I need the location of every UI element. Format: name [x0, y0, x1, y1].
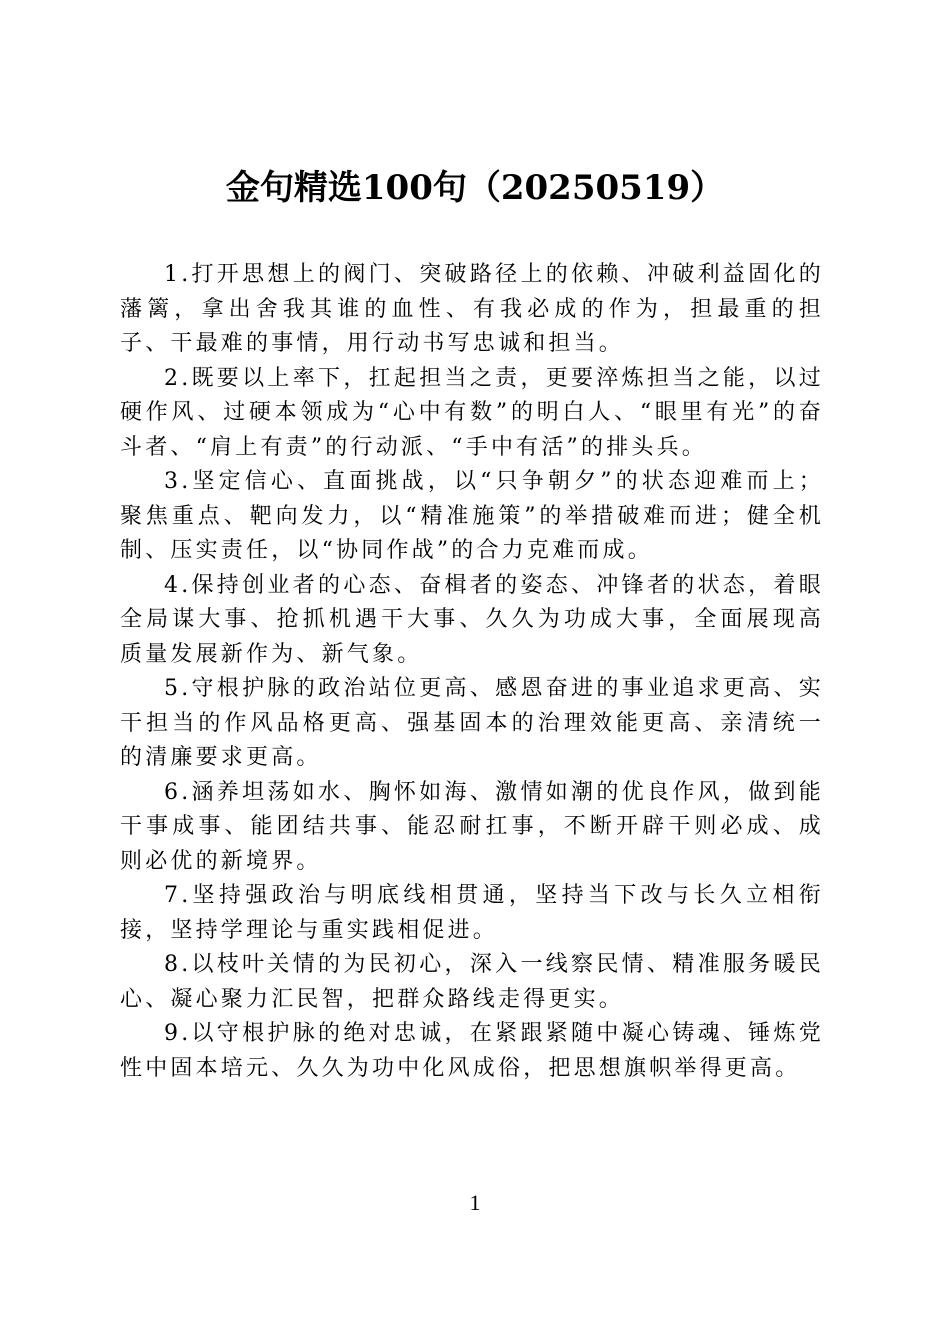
page-number: 1 — [469, 1190, 481, 1215]
quote-item: 4.保持创业者的心态、奋楫者的姿态、冲锋者的状态，着眼全局谋大事、抢抓机遇干大事、久久为功成大事，全面展现高质量发展新作为、新气象。 — [120, 572, 824, 667]
quote-item: 5.守根护脉的政治站位更高、感恩奋进的事业追求更高、实干担当的作风品格更高、强基固本的治理效能更高、亲清统一的清廉要求更高。 — [120, 676, 824, 770]
quote-item: 8.以枝叶关情的为民初心，深入一线察民情、精准服务暖民心、凝心聚力汇民智，把群众路线走得更实。 — [120, 952, 824, 1012]
quote-item: 9.以守根护脉的绝对忠诚，在紧跟紧随中凝心铸魂、锤炼党性中固本培元、久久为功中化风成俗，把思想旗帜举得更高。 — [120, 1021, 824, 1081]
quote-item: 3.坚定信心、直面挑战，以“只争朝夕”的状态迎难而上；聚焦重点、靶向发力，以“精准施策”的举措破难而进；健全机制、压实责任，以“协同作战”的合力克难而成。 — [120, 469, 824, 563]
quote-item: 6.涵养坦荡如水、胸怀如海、激情如潮的优良作风，做到能干事成事、能团结共事、能忍耐扛事，不断开辟干则必成、成则必优的新境界。 — [120, 779, 824, 874]
document-body — [120, 258, 824, 1086]
document-title: 金句精选100句（20250519） — [225, 168, 725, 208]
quote-item: 1.打开思想上的阀门、突破路径上的依赖、冲破利益固化的藩篱，拿出舍我其谁的血性、有我必成的作为，担最重的担子、干最难的事情，用行动书写忠诚和担当。 — [120, 262, 824, 356]
quote-item: 2.既要以上率下，扛起担当之责，更要淬炼担当之能，以过硬作风、过硬本领成为“心中有数”的明白人、“眼里有光”的奋斗者、“肩上有责”的行动派、“手中有活”的排头兵。 — [120, 365, 824, 460]
quote-item: 7.坚持强政治与明底线相贯通，坚持当下改与长久立相衔接，坚持学理论与重实践相促进。 — [120, 883, 824, 943]
